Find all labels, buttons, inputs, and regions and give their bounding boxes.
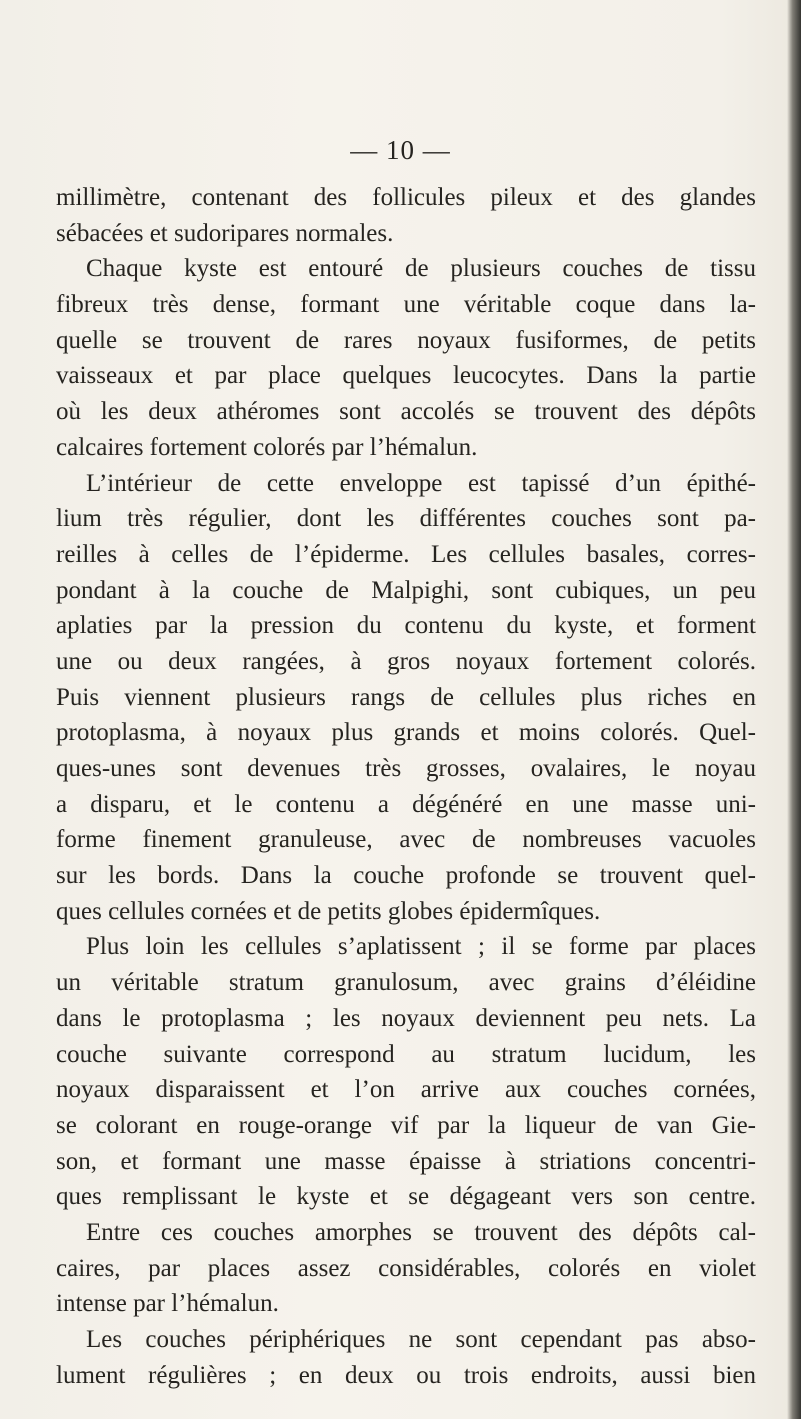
text-line: où les deux athéromes sont accolés se trouvent des dépôts [56,398,756,426]
page-edge-shadow [787,0,801,1419]
text-line: Entre ces couches amorphes se trouvent des dépôts cal- [86,1218,756,1246]
text-line: caires, par places assez considérables, colorés en violet [56,1254,756,1282]
text-line: Chaque kyste est entouré de plusieurs couches de tissu [86,255,756,283]
text-line: intense par l’hémalun. [56,1290,279,1318]
text-line: Puis viennent plusieurs rangs de cellules plus riches en [56,683,756,711]
page-number: — 10 — [350,135,451,165]
text-line: Les couches périphériques ne sont cependant pas abso- [86,1326,756,1353]
text-line: calcaires fortement colorés par l’hémalun. [56,433,478,461]
text-line: sébacées et sudoripares normales. [56,219,394,247]
text-line: son, et formant une masse épaisse à striations concentri- [56,1147,756,1175]
text-line: millimètre, contenant des follicules pileux et des glandes [56,184,756,211]
text-line: ques-unes sont devenues très grosses, ovalaires, le noyau [56,755,756,782]
text-line: lium très régulier, dont les différentes couches sont pa- [56,505,756,533]
text-line: un véritable stratum granulosum, avec grains d’éléidine [56,969,756,997]
text-line: lument régulières ; en deux ou trois endroits, aussi bien [56,1361,756,1389]
text-line: une ou deux rangées, à gros noyaux fortement colorés. [56,647,756,675]
text-line: aplaties par la pression du contenu du kyste, et forment [56,612,756,640]
text-line: a disparu, et le contenu a dégénéré en une masse uni- [56,790,756,818]
text-line: se colorant en rouge-orange vif par la liqueur de van Gie- [56,1111,756,1139]
text-line: reilles à celles de l’épiderme. Les cellules basales, corres- [56,540,756,568]
text-line: quelle se trouvent de rares noyaux fusiformes, de petits [56,326,756,354]
body-text [56,180,756,1393]
text-line: fibreux très dense, formant une véritable coque dans la- [56,291,756,319]
text-line: pondant à la couche de Malpighi, sont cubiques, un peu [56,576,756,604]
text-line: vaisseaux et par place quelques leucocytes. Dans la partie [56,362,756,390]
text-line: ques remplissant le kyste et se dégageant vers son centre. [56,1183,756,1211]
text-line: couche suivante correspond au stratum lucidum, les [56,1040,756,1068]
text-line: dans le protoplasma ; les noyaux deviennent peu nets. La [56,1004,756,1032]
text-line: Plus loin les cellules s’aplatissent ; il se forme par places [86,933,756,961]
text-line: sur les bords. Dans la couche profonde se trouvent quel- [56,862,756,890]
text-line: protoplasma, à noyaux plus grands et moins colorés. Quel- [56,719,756,747]
text-line: noyaux disparaissent et l’on arrive aux couches cornées, [56,1076,756,1104]
text-line: forme finement granuleuse, avec de nombreuses vacuoles [56,826,756,854]
text-line: L’intérieur de cette enveloppe est tapissé d’un épithé- [86,469,756,497]
text-line: ques cellules cornées et de petits globes épidermîques. [56,897,601,925]
